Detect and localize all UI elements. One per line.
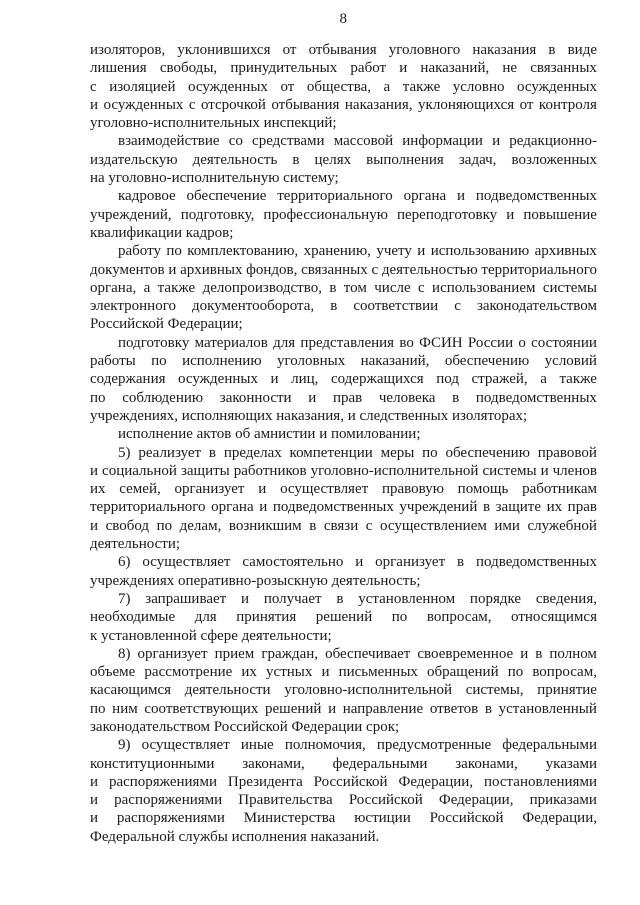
paragraph [90,425,597,443]
paragraph [90,553,597,590]
paragraph [90,132,597,187]
text-line: объеме рассмотрение их устных и письменных обращений по вопросам, [90,664,597,681]
page-number: 8 [339,11,348,27]
text-line: содержания осужденных и лиц, содержащихся под стражей, а также [90,371,597,388]
text-line: к установленной сфере деятельности; [90,627,332,644]
text-line: и свобод по делам, возникшим в связи с осуществлением ими служебной [90,517,597,534]
text-line: органа, а также делопроизводство, в том числе с использованием системы [90,279,597,296]
text-line: законодательством Российской Федерации срок; [90,718,400,735]
text-line: конституционными законами, федеральными законами, указами [90,755,597,772]
text-line: по соблюдению законности и прав человека в подведомственных [90,389,597,406]
text-line: исполнение актов об амнистии и помиловании; [118,426,421,443]
text-line: касающимся деятельности уголовно-исполнительной системы, принятие [90,682,597,699]
text-line: деятельности; [90,536,181,553]
text-line: и распоряжениями Президента Российской Федерации, постановлениями [90,773,597,790]
text-line: уголовно-исполнительных инспекций; [90,115,337,132]
text-line: подготовку материалов для представления во ФСИН России о состоянии [118,334,597,351]
paragraph [90,590,597,645]
document-body [90,41,597,846]
text-line: 9) осуществляет иные полномочия, предусмотренные федеральными [118,737,597,754]
text-line: по ним соответствующих решений и направление ответов в установленный [90,700,597,717]
text-line: учреждений, подготовку, профессиональную переподготовку и повышение [90,206,597,223]
text-line: 7) запрашивает и получает в установленном порядке сведения, [118,590,597,607]
text-line: квалификации кадров; [90,224,234,241]
text-line: Федеральной службы исполнения наказаний. [90,828,380,845]
text-line: Российской Федерации; [90,316,243,333]
text-line: документов и архивных фондов, связанных с деятельностью территориального [90,261,597,278]
text-line: кадровое обеспечение территориального органа и подведомственных [118,188,597,205]
paragraph [90,444,597,554]
text-line: работы по исполнению уголовных наказаний, обеспечению условий [90,353,597,370]
text-line: издательскую деятельность в целях выполнения задач, возложенных [90,151,597,168]
paragraph [90,334,597,425]
paragraph [90,645,597,736]
text-line: учреждениях оперативно-розыскную деятельность; [90,572,421,589]
paragraph [90,187,597,242]
text-line: 8) организует прием граждан, обеспечивает своевременное и в полном [118,645,597,662]
text-line: лишения свободы, принудительных работ и наказаний, не связанных [90,60,597,77]
text-line: и социальной защиты работников уголовно-исполнительной системы и членов [90,462,597,479]
paragraph [90,242,597,333]
text-line: 6) осуществляет самостоятельно и организует в подведомственных [118,554,597,571]
text-line: работу по комплектованию, хранению, учету и использованию архивных [118,243,597,260]
text-line: территориального органа и подведомственных учреждений в защите их прав [90,499,597,516]
text-line: их семей, организует и осуществляет правовую помощь работникам [90,481,597,498]
text-line: с изоляцией осужденных от общества, а также условно осужденных [90,78,597,95]
paragraph [90,41,597,132]
text-line: и осужденных с отсрочкой отбывания наказания, уклоняющихся от контроля [90,96,597,113]
text-line: электронного документооборота, в соответствии с законодательством [90,298,597,315]
text-line: взаимодействие со средствами массовой информации и редакционно- [118,133,597,150]
text-line: и распоряжениями Министерства юстиции Российской Федерации, [90,810,597,827]
text-line: 5) реализует в пределах компетенции меры по обеспечению правовой [118,444,597,461]
text-line: на уголовно-исполнительную систему; [90,170,339,187]
text-line: необходимые для принятия решений по вопросам, относящимся [90,609,597,626]
text-line: учреждениях, исполняющих наказания, и следственных изоляторах; [90,407,528,424]
text-line: и распоряжениями Правительства Российской Федерации, приказами [90,792,597,809]
text-line: изоляторов, уклонившихся от отбывания уголовного наказания в виде [90,42,597,58]
paragraph [90,736,597,846]
